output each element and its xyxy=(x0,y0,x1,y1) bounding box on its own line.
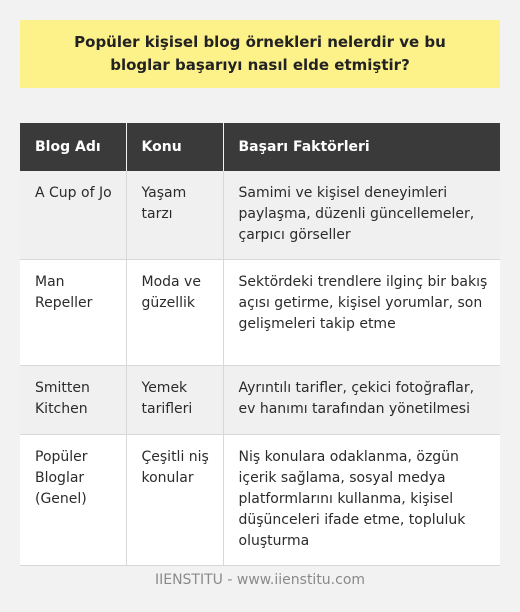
table-row xyxy=(20,171,500,260)
table-row xyxy=(20,435,500,566)
cell-blog-name: A Cup of Jo xyxy=(20,171,126,260)
cell-topic: Yaşam tarzı xyxy=(126,171,223,260)
header-topic: Konu xyxy=(126,123,223,171)
cell-success-factors: Sektördeki trendlere ilginç bir bakış açısı getirme, kişisel yorumlar, son gelişmeleri takip etme xyxy=(223,260,500,366)
cell-success-factors: Niş konulara odaklanma, özgün içerik sağlama, sosyal medya platformlarını kullanma, kişisel düşünceleri ifade etme, topluluk oluşturma xyxy=(223,435,500,566)
cell-blog-name: Popüler Bloglar (Genel) xyxy=(20,435,126,566)
table-row xyxy=(20,366,500,435)
blog-table xyxy=(20,123,500,566)
cell-success-factors: Samimi ve kişisel deneyimleri paylaşma, düzenli güncellemeler, çarpıcı görseller xyxy=(223,171,500,260)
table-header-row xyxy=(20,123,500,171)
cell-topic: Çeşitli niş konular xyxy=(126,435,223,566)
cell-topic: Moda ve güzellik xyxy=(126,260,223,366)
header-blog-name: Blog Adı xyxy=(20,123,126,171)
cell-success-factors: Ayrıntılı tarifler, çekici fotoğraflar, ev hanımı tarafından yönetilmesi xyxy=(223,366,500,435)
footer-credit: IIENSTITU - www.iienstitu.com xyxy=(154,572,366,588)
page-title: Popüler kişisel blog örnekleri nelerdir ve bu bloglar başarıyı nasıl elde etmiştir? xyxy=(74,33,446,74)
header-success-factors: Başarı Faktörleri xyxy=(223,123,500,171)
cell-topic: Yemek tarifleri xyxy=(126,366,223,435)
table-row xyxy=(20,260,500,366)
cell-blog-name: Man Repeller xyxy=(20,260,126,366)
cell-blog-name: Smitten Kitchen xyxy=(20,366,126,435)
title-banner xyxy=(20,20,500,88)
